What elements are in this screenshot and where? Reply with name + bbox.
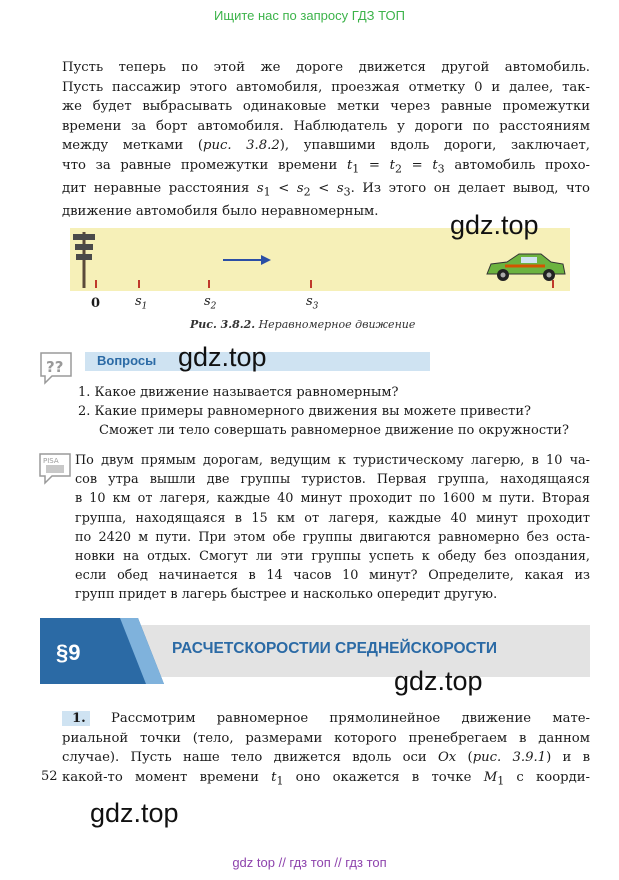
axis-label-zero: 0	[91, 296, 101, 311]
text-line: По двум прямым дорогам, ведущим к туристическому лагерю, в 10 ча-	[75, 453, 590, 468]
section-paragraph	[62, 709, 590, 791]
axis-label-s2: $s_2$	[204, 294, 217, 312]
figure-ref: рис. 3.8.2	[203, 138, 280, 154]
watermark: gdz.top	[450, 210, 539, 240]
section-title: РАСЧЕТСКОРОСТИИ СРЕДНЕЙСКОРОСТИ	[172, 640, 497, 657]
arrow-right-icon	[223, 254, 273, 266]
text-line: Пусть пассажир этого автомобиля, проезжая отметку 0 и далее, так-	[62, 79, 590, 95]
page-number: 52	[41, 769, 58, 784]
text-line: времени за борт автомобиля. Наблюдатель у дороги по расстояниям	[62, 118, 590, 134]
text-line: Пусть теперь по этой же дороге движется другой автомобиль.	[62, 60, 590, 75]
question-item: 2. Какие примеры равномерного движения вы можете привести?	[78, 404, 531, 419]
text-line: по 2420 м пути. При этом обе группы двигаются равномерно без оста-	[75, 529, 590, 545]
observer-signpost-icon	[70, 226, 100, 290]
text-line: случае). Пусть наше тело движется вдоль оси Ox (рис. 3.9.1) и в	[62, 750, 591, 766]
section-number: §9	[56, 640, 81, 665]
text-line: новки на отдых. Смогут ли эти группы успеть к обеду без опоздания,	[75, 549, 590, 565]
text-line: 1. Рассмотрим равномерное прямолинейное движение мате-	[62, 709, 590, 729]
watermark: gdz.top	[394, 666, 483, 696]
text-line: группа, находящаяся в 15 км от лагеря, каждые 40 минут проходит	[75, 510, 590, 526]
mark-tick	[138, 280, 140, 288]
text-line: риальной точки (тело, размерами которого пренебрегаем в данном	[62, 730, 590, 746]
text-line: же будет выбрасывать одинаковые метки через равные промежутки	[62, 99, 590, 115]
svg-text:??: ??	[46, 358, 64, 376]
axis-label-s1: $s_1$	[135, 294, 148, 312]
figure-ref: рис. 3.9.1	[472, 750, 547, 766]
mark-tick	[310, 280, 312, 288]
questions-list	[78, 383, 569, 440]
question-bubble-icon	[38, 350, 74, 386]
text-line: дит неравные расстояния $s_1 < s_2 < s_3$. Из этого он делает вывод, что	[62, 181, 590, 199]
footer-links: gdz top // гдз топ // гдз топ	[232, 855, 387, 870]
intro-paragraph	[62, 58, 590, 222]
text-line: что за равные промежутки времени $t_1 = t_2 = t_3$ автомобиль прохо-	[62, 157, 590, 176]
text-line: какой-то момент времени $t_1$ оно окажется в точке $M_1$ с коорди-	[62, 769, 590, 788]
axis-label-s3: $s_3$	[306, 294, 319, 312]
text-line: сов утра вышли две группы туристов. Первая группа, находящаяся	[75, 472, 590, 488]
car-icon	[485, 250, 567, 282]
question-item: 1. Какое движение называется равномерным?	[78, 385, 399, 400]
pisa-icon	[38, 452, 72, 486]
figure-caption: Рис. 3.8.2. Неравномерное движение	[190, 318, 416, 331]
pisa-task-paragraph	[75, 451, 590, 605]
text-line: в 10 км от лагеря, каждые 40 минут проходит по 1600 м пути. Вторая	[75, 491, 590, 507]
questions-title: Вопросы	[97, 353, 157, 368]
watermark: gdz.top	[178, 342, 267, 372]
question-item: Сможет ли тело совершать равномерное движение по окружности?	[99, 423, 569, 438]
text-line: движение автомобиля было неравномерным.	[62, 204, 379, 220]
text-line: если обед начинается в 14 часов 10 минут? Определите, какая из	[75, 568, 590, 584]
mark-tick	[208, 280, 210, 288]
text-line: между метками (рис. 3.8.2), упавшими вдоль дороги, заключает,	[62, 138, 590, 154]
watermark: gdz.top	[90, 798, 179, 828]
paragraph-number-badge: 1.	[62, 711, 90, 726]
svg-text:PISA: PISA	[43, 457, 59, 465]
text-line: групп придет в лагерь быстрее и насколько опередит другую.	[75, 587, 498, 603]
top-banner: Ищите нас по запросу ГДЗ ТОП	[214, 8, 405, 23]
